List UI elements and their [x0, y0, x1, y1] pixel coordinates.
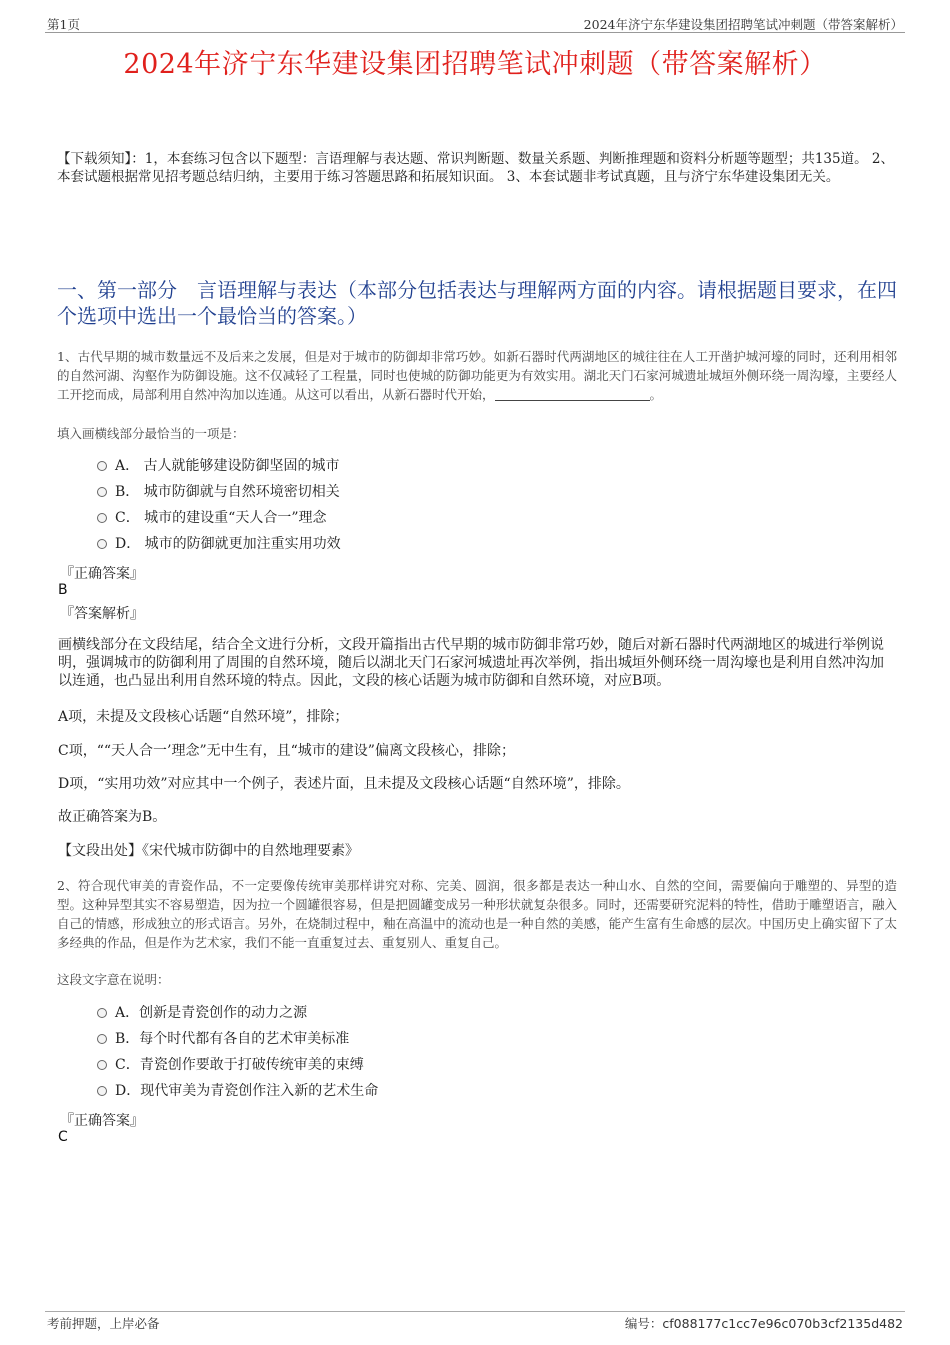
footer-slogan: 考前押题，上岸必备 — [47, 1316, 160, 1331]
doc-title: 2024年济宁东华建设集团招聘笔试冲刺题（带答案解析） — [123, 49, 827, 80]
doc-code: 编号：cf088177c1cc7e96c070b3cf2135d482 — [624, 1316, 903, 1331]
q1-analysis-d: D项，“实用功效”对应其中一个例子，表述片面，且未提及文段核心话题“自然环境”，排除。 — [58, 776, 630, 792]
q1-answer-label: 『正确答案』 — [60, 566, 144, 582]
download-notice: 【下载须知】：1，本套练习包含以下题型：言语理解与表达题、常识判断题、数量关系题、判断推理题和资料分析题等题型；共135道。 2、本套试题根据常见招考题总结归纳，主要用于练习答题思路和拓展知识面。 3、本套试题非考试真题，且与济宁东华建设集团无关。 — [57, 151, 894, 185]
q2-option-b[interactable]: B．每个时代都有各自的艺术审美标准 — [97, 1029, 349, 1049]
q1-analysis-a: A项，未提及文段核心话题“自然环境”，排除； — [58, 709, 349, 725]
q2-answer-label: 『正确答案』 — [60, 1113, 144, 1129]
q1-option-d[interactable]: D． 城市的防御就更加注重实用功效 — [97, 534, 341, 554]
radio-icon[interactable] — [97, 539, 107, 549]
q1-analysis-label: 『答案解析』 — [60, 606, 144, 622]
q1-answer: B — [58, 582, 68, 598]
q1-option-c[interactable]: C． 城市的建设重“天人合一”理念 — [97, 508, 326, 528]
q2-option-c[interactable]: C．青瓷创作要敢于打破传统审美的束缚 — [97, 1055, 364, 1075]
q2-option-a[interactable]: A．创新是青瓷创作的动力之源 — [97, 1003, 307, 1023]
header-doc-title: 2024年济宁东华建设集团招聘笔试冲刺题（带答案解析） — [583, 17, 903, 32]
radio-icon[interactable] — [97, 487, 107, 497]
radio-icon[interactable] — [97, 1008, 107, 1018]
q1-option-a[interactable]: A． 古人就能够建设防御坚固的城市 — [97, 456, 340, 476]
q2-stem: 2、符合现代审美的青瓷作品，不一定要像传统审美那样讲究对称、完美、圆润，很多都是表达一种山水、自然的空间，需要偏向于雕塑的、异型的造型。这种异型其实不容易塑造，因为拉一个圆罐很容易，但是把圆罐变成另一种形状就复杂很多。同时，还需要研究泥料的特性，借助于雕塑语言，融入自己的情感，形成独立的形式语言。另外，在烧制过程中，釉在高温中的流动也是一种自然的美感，能产生富有生命感的层次。中国历史上确实留下了太多经典的作品，但是作为艺术家，我们不能一直重复过去、重复别人、重复自己。 — [57, 878, 897, 950]
page-number: 第1页 — [47, 17, 80, 32]
q1-option-b[interactable]: B． 城市防御就与自然环境密切相关 — [97, 482, 340, 502]
section-title: 一、第一部分 言语理解与表达（本部分包括表达与理解两方面的内容。请根据题目要求，在四个选项中选出一个最恰当的答案。） — [57, 278, 897, 328]
q2-option-d[interactable]: D．现代审美为青瓷创作注入新的艺术生命 — [97, 1081, 378, 1101]
q2-answer: C — [58, 1129, 68, 1145]
q1-stem: 1、古代早期的城市数量远不及后来之发展，但是对于城市的防御却非常巧妙。如新石器时代两湖地区的城往往在人工开凿护城河壕的同时，还利用相邻的自然河湖、沟壑作为防御设施。这不仅减轻了工程量，同时也使城的防御功能更为有效实用。湖北天门石家河城遗址城垣外侧环绕一周沟壕，主要经人工开挖而成，局部利用自然冲沟加以连通。从这可以看出，从新石器时代开始， 。 — [57, 349, 897, 402]
page-footer — [45, 1311, 905, 1332]
radio-icon[interactable] — [97, 1060, 107, 1070]
q1-analysis: 画横线部分在文段结尾，结合全文进行分析，文段开篇指出古代早期的城市防御非常巧妙，随后对新石器时代两湖地区的城进行举例说明，强调城市的防御利用了周围的自然环境，随后以湖北天门石家河城遗址再次举例，指出城垣外侧环绕一周沟壕也是利用自然冲沟加以连通，也凸显出利用自然环境的特点。因此，文段的核心话题为城市防御和自然环境，对应B项。 — [58, 637, 884, 689]
q2-ask: 这段文字意在说明： — [57, 972, 170, 987]
radio-icon[interactable] — [97, 513, 107, 523]
radio-icon[interactable] — [97, 461, 107, 471]
fill-blank — [495, 388, 650, 401]
q1-conclusion: 故正确答案为B。 — [58, 809, 167, 825]
q1-ask: 填入画横线部分最恰当的一项是： — [57, 426, 245, 441]
radio-icon[interactable] — [97, 1086, 107, 1096]
page-header — [45, 14, 905, 33]
q1-analysis-c: C项，““天人合一’理念”无中生有，且“城市的建设”偏离文段核心，排除； — [58, 743, 515, 759]
q1-source: 【文段出处】《宋代城市防御中的自然地理要素》 — [58, 843, 359, 859]
radio-icon[interactable] — [97, 1034, 107, 1044]
